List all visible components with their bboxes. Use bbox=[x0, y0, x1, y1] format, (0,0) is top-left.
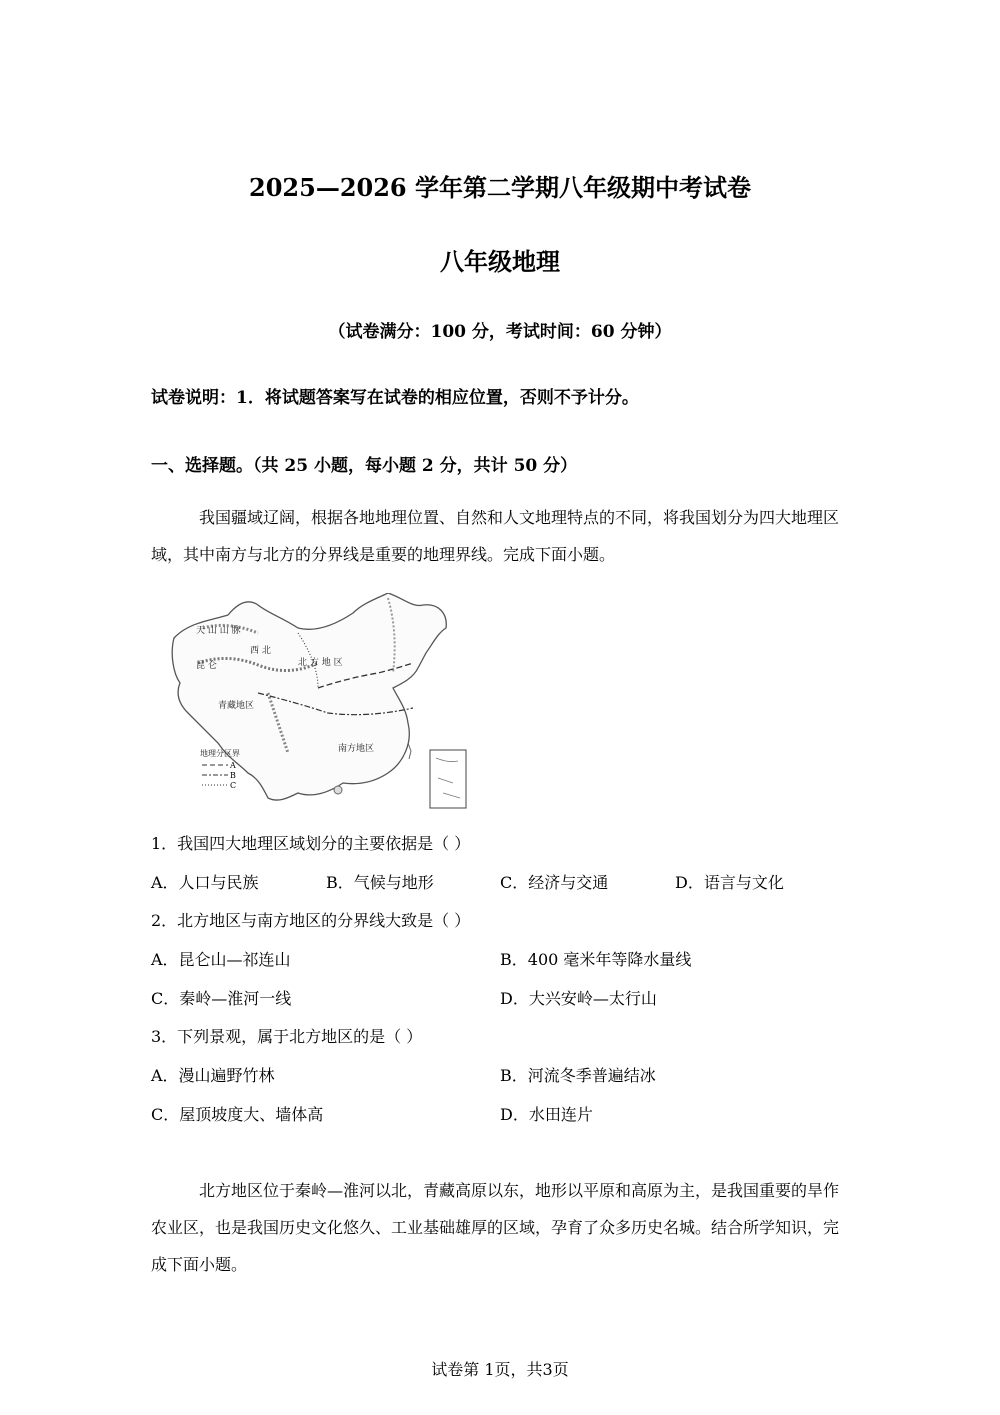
question-3-option-b[interactable]: B．河流冬季普遍结冰 bbox=[500, 1066, 656, 1085]
question-1-stem: 1．我国四大地理区域划分的主要依据是（ ） bbox=[151, 834, 471, 853]
exam-subtitle: 八年级地理 bbox=[440, 247, 560, 276]
question-2-option-a[interactable]: A．昆仑山—祁连山 bbox=[151, 950, 291, 969]
question-1-option-d[interactable]: D．语言与文化 bbox=[675, 873, 784, 892]
exam-instructions: 试卷说明：1．将试题答案写在试卷的相应位置，否则不予计分。 bbox=[151, 388, 639, 408]
label-beifang: 北 方 地 区 bbox=[298, 658, 343, 668]
china-regions-map bbox=[168, 593, 468, 813]
legend-label-a: A bbox=[230, 761, 236, 770]
passage-1: 我国疆域辽阔，根据各地地理位置、自然和人文地理特点的不同，将我国划分为四大地理区域，其中南方与北方的分界线是重要的地理界线。完成下面小题。 bbox=[151, 508, 840, 564]
legend-label-b: B bbox=[230, 771, 236, 780]
passage-2: 北方地区位于秦岭—淮河以北，青藏高原以东，地形以平原和高原为主，是我国重要的旱作农业区，也是我国历史文化悠久、工业基础雄厚的区域，孕育了众多历史名城。结合所学知识，完成下面小题。 bbox=[151, 1181, 840, 1274]
question-1-option-a[interactable]: A．人口与民族 bbox=[151, 873, 259, 892]
exam-title: 2025—2026 学年第二学期八年级期中考试卷 bbox=[249, 173, 751, 202]
question-2-option-d[interactable]: D．大兴安岭—太行山 bbox=[500, 989, 657, 1008]
question-1-option-b[interactable]: B．气候与地形 bbox=[326, 873, 434, 892]
taiwan-island bbox=[408, 743, 411, 759]
country-outline bbox=[172, 593, 446, 800]
label-qingzang: 青藏地区 bbox=[218, 701, 255, 711]
question-2-stem: 2．北方地区与南方地区的分界线大致是（ ） bbox=[151, 911, 471, 930]
legend-label-c: C bbox=[230, 781, 237, 790]
page-footer: 试卷第 1页，共3页 bbox=[431, 1360, 569, 1379]
hainan-island bbox=[334, 786, 342, 794]
map-figure bbox=[168, 593, 468, 813]
question-3-option-c[interactable]: C．屋顶坡度大、墙体高 bbox=[151, 1105, 324, 1124]
exam-meta: （试卷满分：100 分，考试时间：60 分钟） bbox=[328, 322, 672, 342]
legend-title: 地理分区界 bbox=[200, 749, 240, 758]
question-3-option-a[interactable]: A．漫山遍野竹林 bbox=[151, 1066, 275, 1085]
question-1-option-c[interactable]: C．经济与交通 bbox=[500, 873, 609, 892]
label-kunlun: 昆 仑 bbox=[196, 661, 217, 671]
question-2-option-c[interactable]: C．秦岭—淮河一线 bbox=[151, 989, 292, 1008]
question-3-option-d[interactable]: D．水田连片 bbox=[500, 1105, 593, 1124]
question-2-option-b[interactable]: B．400 毫米年等降水量线 bbox=[500, 950, 692, 969]
label-nanfang: 南方地区 bbox=[338, 744, 375, 754]
label-xibei: 西 北 bbox=[250, 646, 271, 656]
question-3-stem: 3．下列景观，属于北方地区的是（ ） bbox=[151, 1027, 423, 1046]
section-heading: 一、选择题。（共 25 小题，每小题 2 分，共计 50 分） bbox=[151, 456, 578, 476]
south-china-sea-inset bbox=[430, 750, 466, 808]
label-tianshan: 天 山 山 脉 bbox=[196, 626, 241, 636]
